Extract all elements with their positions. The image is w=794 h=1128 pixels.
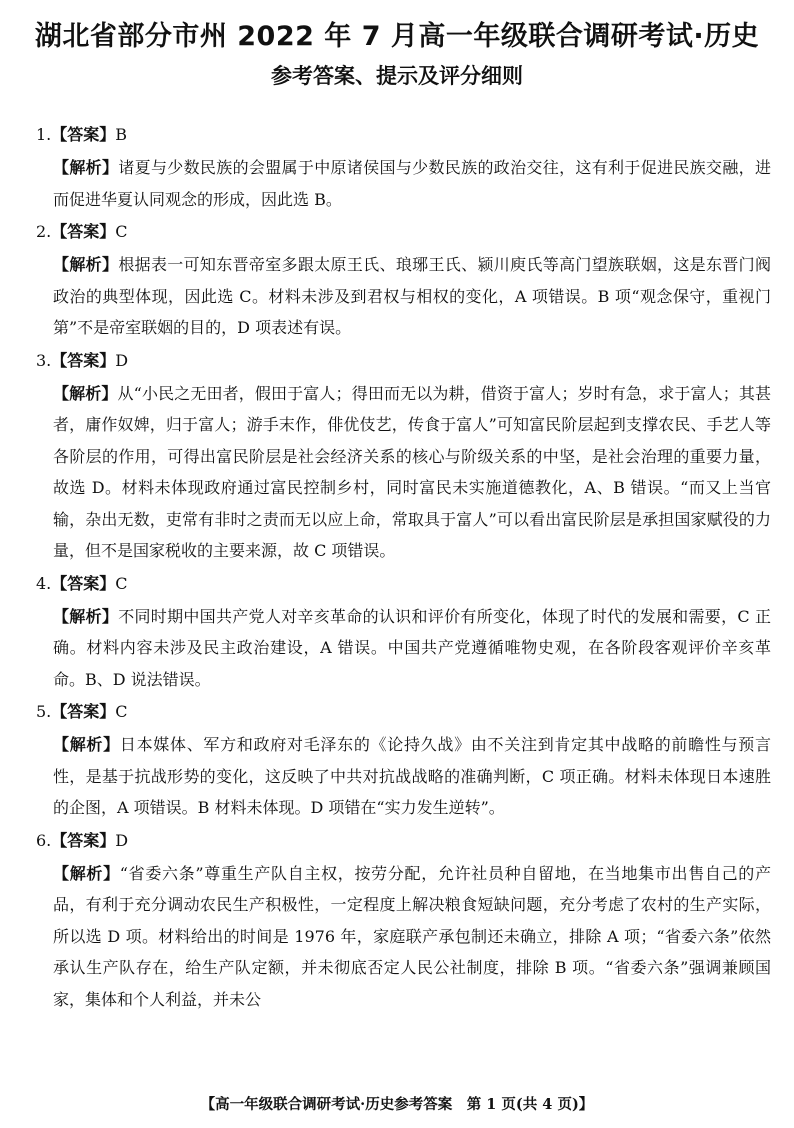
analysis-label: 【解析】: [53, 158, 119, 177]
question-3: [36, 344, 771, 567]
answer-value: D: [115, 350, 129, 370]
analysis-body: 根据表一可知东晋帝室多跟太原王氏、琅琊王氏、颍川庾氏等高门望族联姻，这是东晋门阀政治的典型体现，因此选 C。材料未涉及到君权与相权的变化，A 项错误。B 项“观念保守，重视门第”不是帝室联姻的目的，D 项表述有误。: [53, 255, 771, 337]
analysis-text: [36, 601, 771, 696]
analysis-body: 不同时期中国共产党人对辛亥革命的认识和评价有所变化，体现了时代的发展和需要，C 正确。材料内容未涉及民主政治建设，A 错误。中国共产党遵循唯物史观，在各阶段客观评价辛亥革命。B、D 说法错误。: [53, 606, 771, 689]
answer-line: [36, 118, 771, 152]
answer-value: C: [115, 573, 128, 593]
answer-line: [36, 567, 771, 601]
answer-value: C: [115, 222, 128, 241]
answer-line: [36, 215, 771, 249]
question-4: [36, 567, 771, 696]
page-subtitle: 参考答案、提示及评分细则: [271, 64, 523, 88]
answer-value: B: [115, 125, 128, 144]
question-number: 6.: [36, 830, 52, 850]
answer-line: [36, 344, 771, 378]
question-number: 4.: [36, 573, 52, 593]
answer-label: 【答案】: [51, 350, 116, 370]
answer-label: 【答案】: [51, 702, 116, 721]
question-number: 1.: [36, 125, 52, 144]
answer-line: [36, 824, 771, 858]
answer-label: 【答案】: [51, 222, 116, 241]
answer-value: C: [115, 702, 128, 721]
question-number: 3.: [36, 350, 52, 370]
answer-label: 【答案】: [51, 830, 116, 850]
page-footer: 【高一年级联合调研考试·历史参考答案 第 1 页(共 4 页)】: [200, 1096, 594, 1113]
question-number: 2.: [36, 222, 52, 241]
analysis-body: “省委六条”尊重生产队自主权，按劳分配，允许社员种自留地，在当地集市出售自己的产品，有利于充分调动农民生产积极性，一定程度上解决粮食短缺问题，充分考虑了农村的生产实际，所以选 D 项。材料给出的时间是 1976 年，家庭联产承包制还未确立，排除 A 项；“省委六条”依然承认生产队存在，给生产队定额，并未彻底否定人民公社制度，排除 B 项。“省委六条”强调兼顾国家，集体和个人利益，并未公: [53, 863, 771, 1009]
analysis-body: 诸夏与少数民族的会盟属于中原诸侯国与少数民族的政治交往，这有利于促进民族交融，进而促进华夏认同观念的形成，因此选 B。: [53, 158, 771, 209]
analysis-label: 【解析】: [53, 863, 120, 883]
page-title: 湖北省部分市州 2022 年 7 月高一年级联合调研考试·历史: [34, 21, 760, 52]
analysis-label: 【解析】: [53, 255, 119, 274]
analysis-label: 【解析】: [53, 383, 118, 403]
question-2: [36, 215, 771, 344]
analysis-text: [36, 152, 771, 215]
analysis-body: 日本媒体、军方和政府对毛泽东的《论持久战》由不关注到肯定其中战略的前瞻性与预言性，是基于抗战形势的变化，这反映了中共对抗战战略的准确判断，C 项正确。材料未体现日本速胜的企图，A 项错误。B 材料未体现。D 项错在“实力发生逆转”。: [53, 735, 771, 817]
analysis-text: [36, 378, 771, 567]
answer-line: [36, 695, 771, 729]
question-number: 5.: [36, 702, 52, 721]
answer-label: 【答案】: [51, 125, 116, 144]
analysis-text: [36, 858, 771, 1016]
question-5: [36, 695, 771, 824]
analysis-text: [36, 249, 771, 344]
analysis-label: 【解析】: [53, 735, 120, 754]
answer-label: 【答案】: [51, 573, 116, 593]
answer-list: [36, 118, 771, 1015]
question-6: [36, 824, 771, 1016]
analysis-text: [36, 729, 771, 824]
question-1: [36, 118, 771, 215]
analysis-label: 【解析】: [53, 606, 119, 626]
analysis-body: 从“小民之无田者，假田于富人；得田而无以为耕，借资于富人；岁时有急，求于富人；其甚者，庸作奴婢，归于富人；游手末作，俳优伎艺，传食于富人”可知富民阶层起到支撑农民、手艺人等各阶层的作用，可得出富民阶层是社会经济关系的核心与阶级关系的中坚，是社会治理的重要力量，故选 D。材料未体现政府通过富民控制乡村，同时富民未实施道德教化，A、B 错误。“而又上当官输，杂出无数，吏常有非时之责而无以应上命，常取具于富人”可以看出富民阶层是承担国家赋役的力量，但不是国家税收的主要来源，故 C 项错误。: [53, 383, 771, 560]
answer-value: D: [115, 830, 129, 850]
